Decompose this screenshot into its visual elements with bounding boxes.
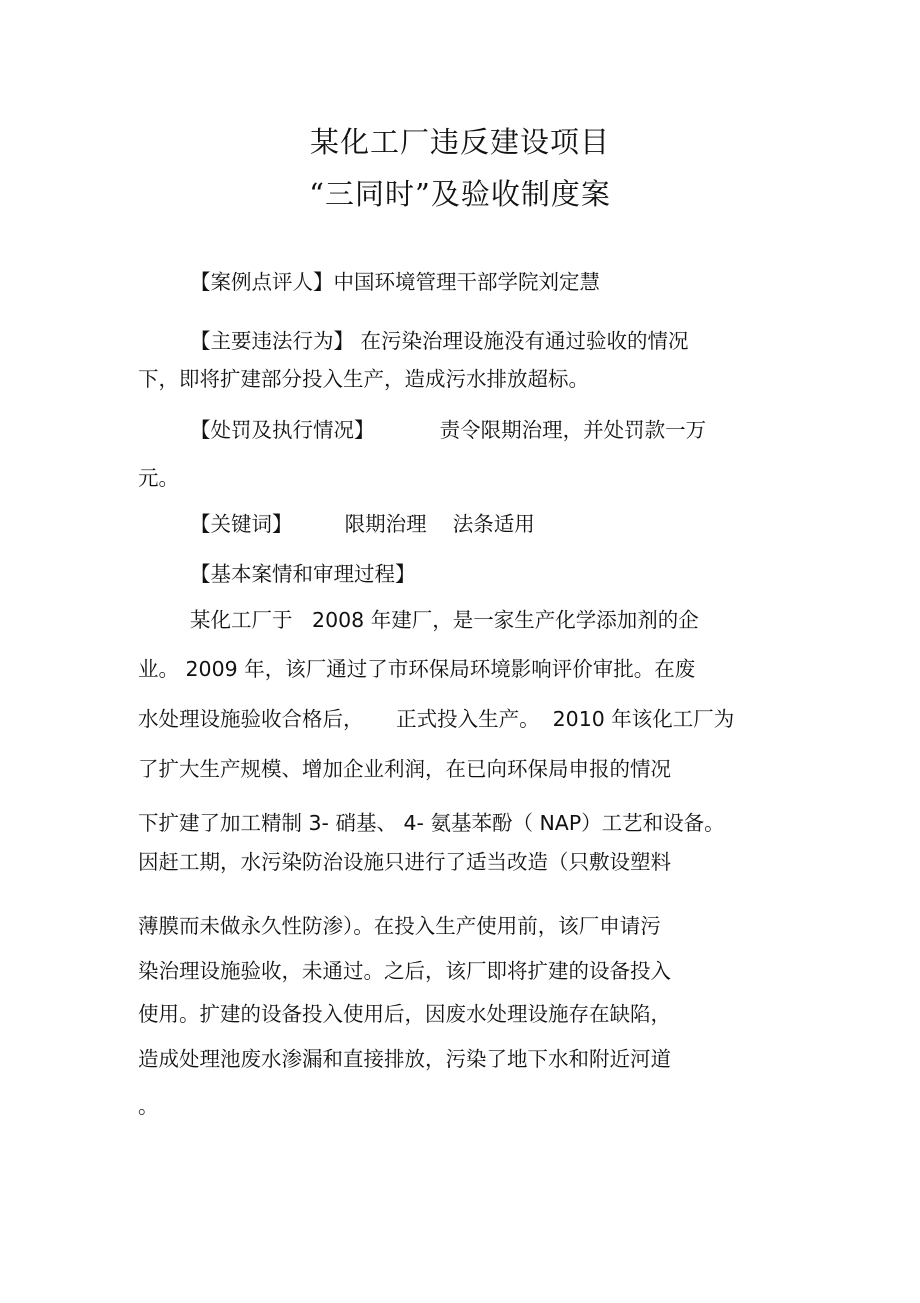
case-body-line: 。 — [138, 1094, 159, 1118]
title-line-2: “三同时”及验收制度案 — [309, 177, 611, 211]
case-body-line: 因赶工期，水污染防治设施只进行了适当改造（只敷设塑料 — [138, 850, 671, 874]
penalty-line-1: 【处罚及执行情况】 责令限期治理，并处罚款一万 — [190, 418, 707, 442]
violation-line-1: 【主要违法行为】 在污染治理设施没有通过验收的情况 — [190, 329, 689, 353]
case-body-line: 染治理设施验收，未通过。之后，该厂即将扩建的设备投入 — [138, 959, 671, 983]
case-body-line: 了扩大生产规模、增加企业利润，在已向环保局申报的情况 — [138, 757, 671, 781]
case-heading: 【基本案情和审理过程】 — [190, 562, 416, 586]
case-body-line: 造成处理池废水渗漏和直接排放，污染了地下水和附近河道 — [138, 1047, 671, 1071]
keywords: 【关键词】 限期治理 法条适用 — [190, 512, 535, 536]
case-body-line: 业。 2009 年，该厂通过了市环保局环境影响评价审批。在废 — [138, 657, 696, 681]
case-reviewer: 【案例点评人】中国环境管理干部学院刘定慧 — [190, 270, 600, 294]
case-body-line: 薄膜而未做永久性防渗）。在投入生产使用前，该厂申请污 — [138, 914, 661, 938]
title-line-1: 某化工厂违反建设项目 — [309, 125, 610, 159]
case-body-line: 使用。扩建的设备投入使用后，因废水处理设施存在缺陷， — [138, 1002, 671, 1026]
violation-line-2: 下，即将扩建部分投入生产，造成污水排放超标。 — [138, 367, 589, 391]
case-body-line: 某化工厂于 2008 年建厂，是一家生产化学添加剂的企 — [190, 608, 699, 632]
case-body-line: 水处理设施验收合格后， 正式投入生产。 2010 年该化工厂为 — [138, 707, 735, 731]
case-body-line: 下扩建了加工精制 3- 硝基、 4- 氨基苯酚（ NAP）工艺和设备。 — [138, 811, 725, 835]
penalty-line-2: 元。 — [138, 466, 179, 490]
